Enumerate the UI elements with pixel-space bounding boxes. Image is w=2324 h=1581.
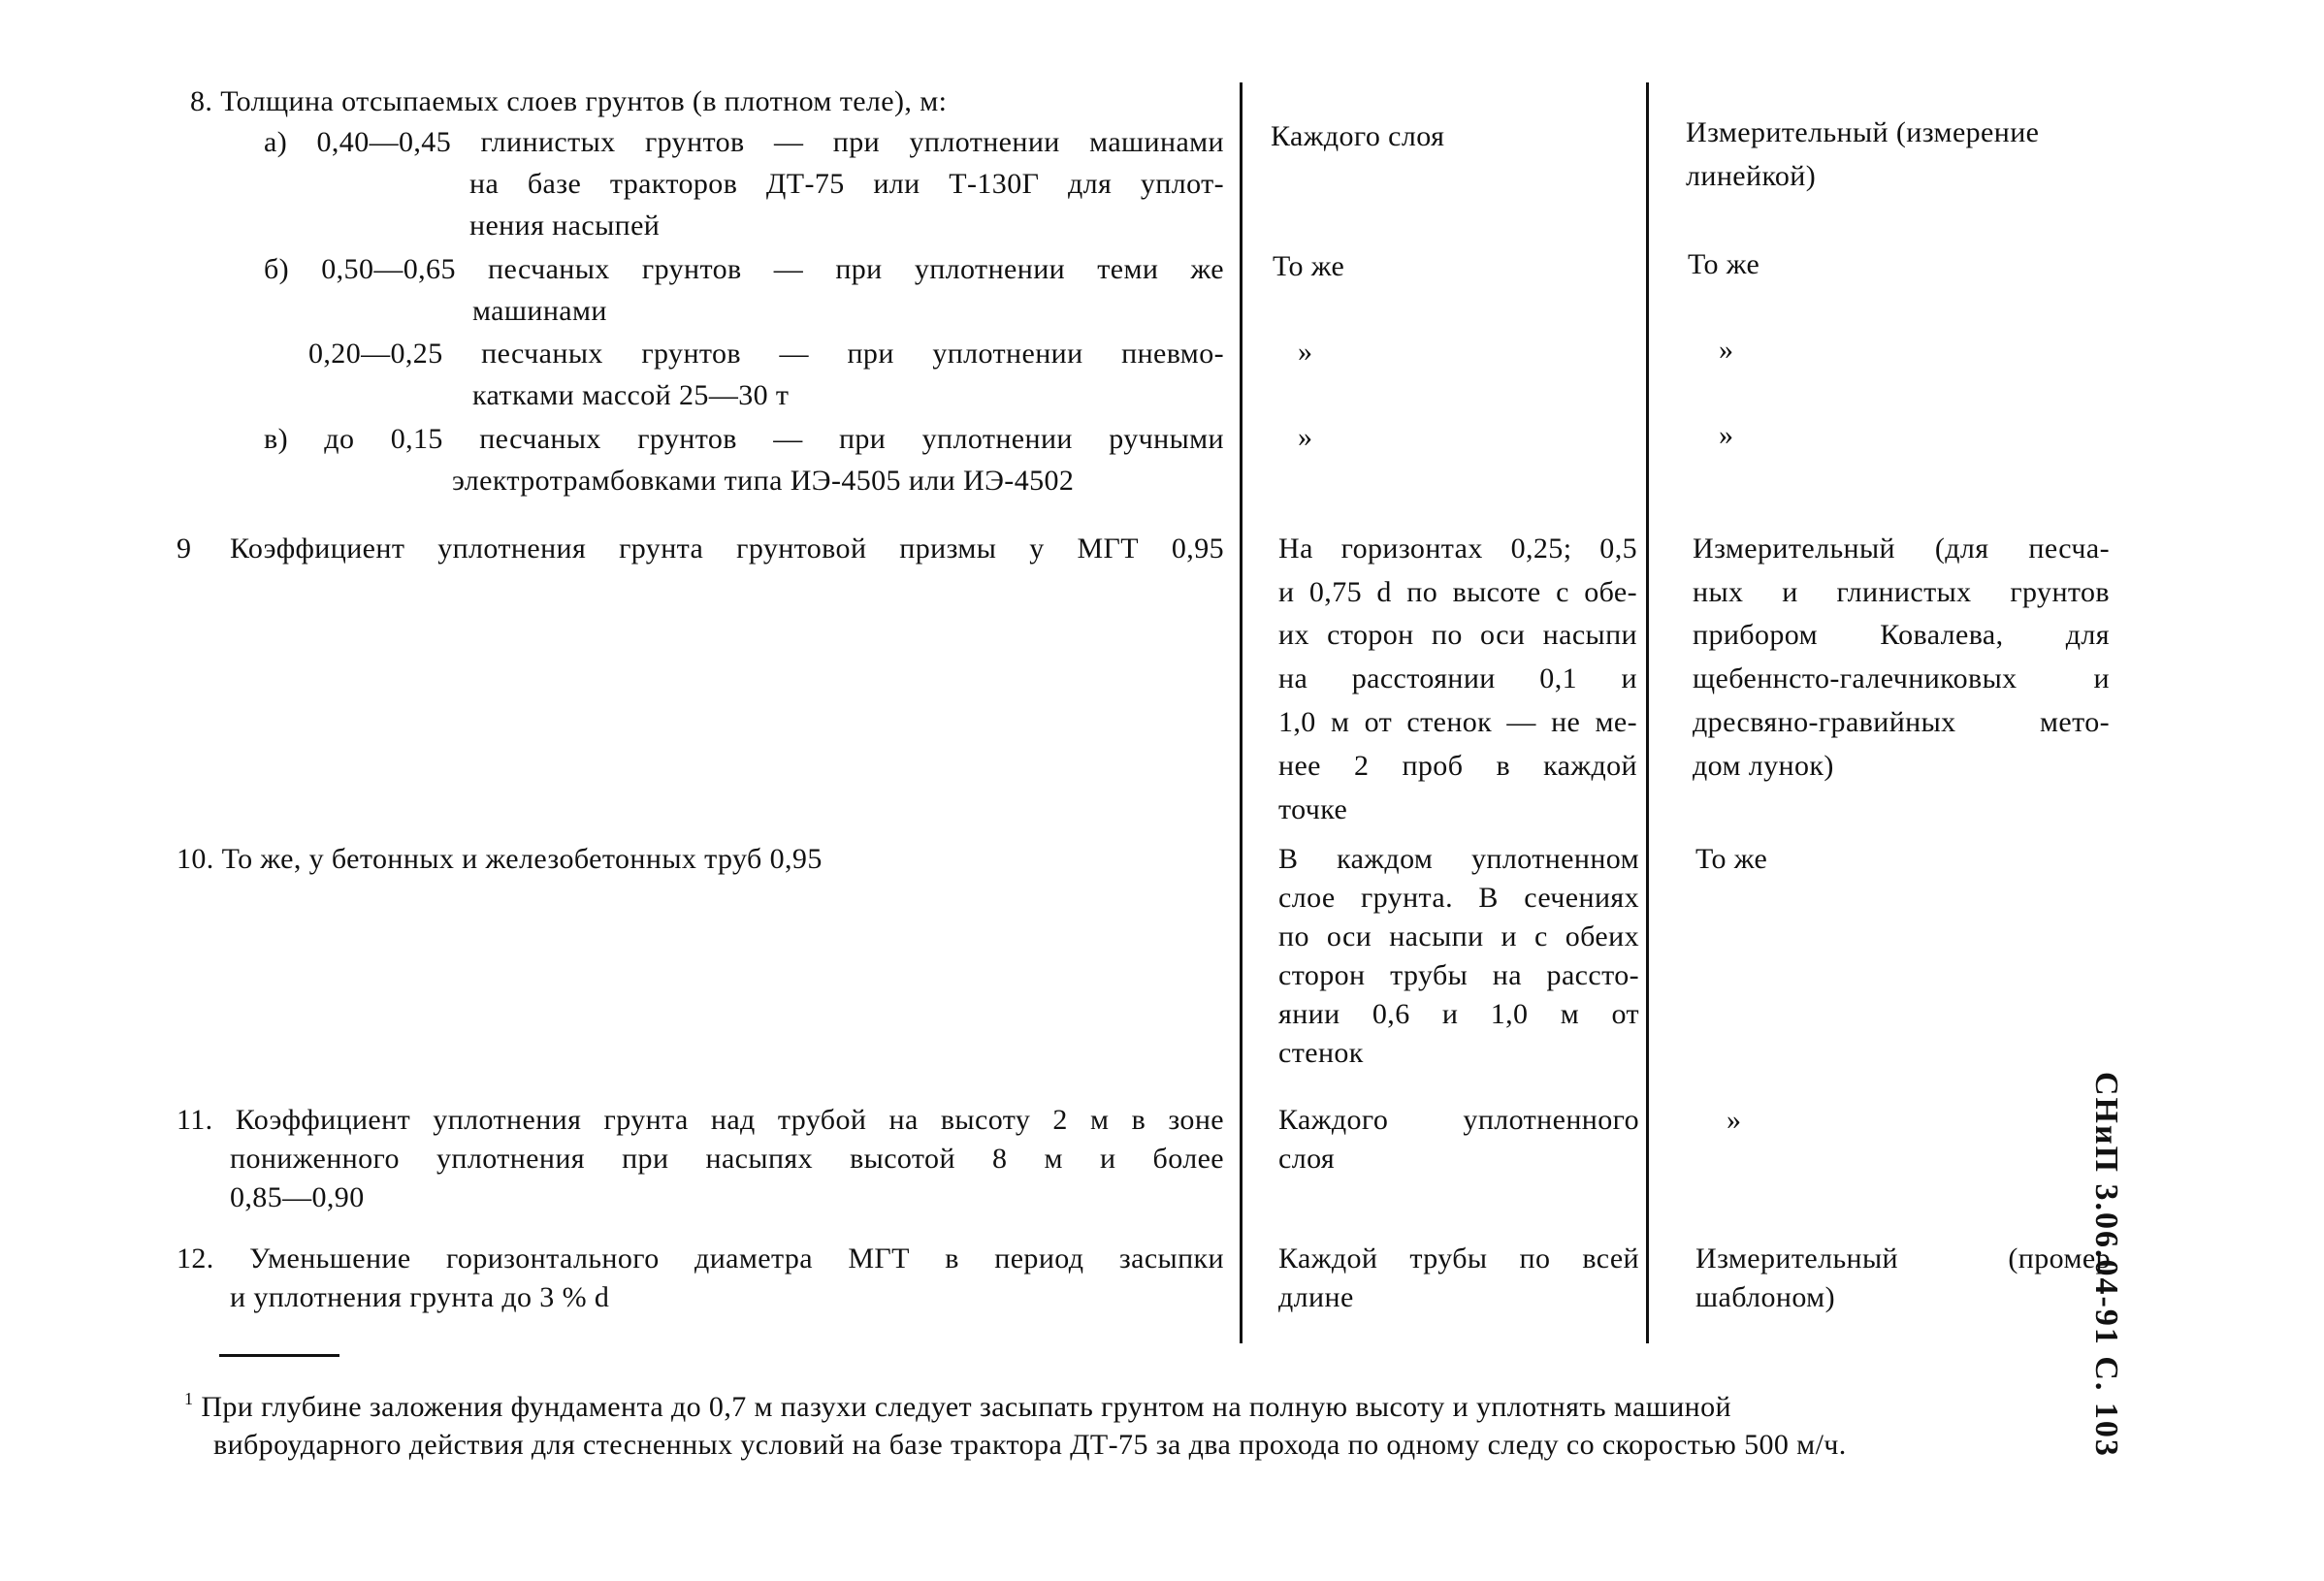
- row9-method-line2: ных и глинистых грунтов: [1693, 576, 2110, 608]
- row10-scope-line1: В каждом уплотненном: [1278, 843, 1639, 875]
- row9-scope-line3: их сторон по оси насыпи: [1278, 619, 1637, 651]
- footnote-rule: [219, 1354, 339, 1357]
- row10-scope-line6: стенок: [1278, 1037, 1364, 1069]
- row11-scope-line2: слоя: [1278, 1143, 1336, 1175]
- row8-method-c-ditto: »: [1719, 419, 1734, 451]
- row12-scope-line1: Каждой трубы по всей: [1278, 1242, 1639, 1274]
- row12-text-line1: 12. Уменьшение горизонтального диаметра МГТ в период засыпки: [177, 1242, 1224, 1274]
- row9-method-line5: дресвяно-гравийных мето-: [1693, 706, 2110, 738]
- row8-scope-b: То же: [1273, 250, 1345, 282]
- row9-number: 9: [177, 532, 192, 565]
- row8-b-line1: б) 0,50—0,65 песчаных грунтов — при уплотнении теми же: [264, 253, 1224, 285]
- footnote-text-line1: При глубине заложения фундамента до 0,7 м пазухи следует засыпать грунтом на полную высоту и уплотнять машиной: [201, 1391, 1731, 1423]
- column-rule-1: [1240, 82, 1243, 1343]
- row8-method-b2-ditto: »: [1719, 334, 1734, 366]
- row8-a-line2: на базе тракторов ДТ-75 или Т-130Г для уплот-: [469, 168, 1224, 200]
- row8-scope-c-ditto: »: [1298, 421, 1313, 453]
- row9-method-line1: Измерительный (для песча-: [1693, 532, 2110, 565]
- row10-scope-line3: по оси насыпи и с обеих: [1278, 920, 1639, 952]
- row12-scope-line2: длине: [1278, 1281, 1354, 1313]
- row9-scope-line5: 1,0 м от стенок — не ме-: [1278, 706, 1637, 738]
- row8-c-line1: в) до 0,15 песчаных грунтов — при уплотнении ручными: [264, 423, 1224, 455]
- row9-method-line4: щебеннсто-галечниковых и: [1693, 662, 2110, 694]
- row8-scope-a: Каждого слоя: [1271, 120, 1445, 152]
- row11-text-line3: 0,85—0,90: [230, 1181, 365, 1213]
- row11-scope-line1: Каждого уплотненного: [1278, 1104, 1639, 1136]
- row10-method: То же: [1695, 843, 1768, 875]
- row10-scope-line5: янии 0,6 и 1,0 м от: [1278, 998, 1639, 1030]
- row8-method-a-line1: Измерительный (измерение: [1686, 116, 2040, 148]
- row10-scope-line2: слое грунта. В сечениях: [1278, 882, 1639, 914]
- side-running-head: СНиП 3.06.04-91 С. 103: [2088, 1072, 2124, 1458]
- row9-scope-line2: и 0,75 d по высоте с обе-: [1278, 576, 1637, 608]
- row8-c-line2: электротрамбовками типа ИЭ-4505 или ИЭ-4502: [452, 465, 1075, 497]
- row8-heading: 8. Толщина отсыпаемых слоев грунтов (в плотном теле), м:: [190, 85, 948, 117]
- row8-a-line1: а) 0,40—0,45 глинистых грунтов — при уплотнении машинами: [264, 126, 1224, 158]
- row9-scope-line4: на расстоянии 0,1 и: [1278, 662, 1637, 694]
- row9-text: Коэффициент уплотнения грунта грунтовой призмы у МГТ 0,95: [230, 532, 1224, 565]
- footnote-line2: виброударного действия для стесненных условий на базе трактора ДТ-75 за два прохода по одному следу со скоростью 500 м/ч.: [213, 1429, 1847, 1461]
- row9-scope-line7: точке: [1278, 793, 1348, 825]
- row9-scope-line6: нее 2 проб в каждой: [1278, 750, 1637, 782]
- row8-a-line3: нения насыпей: [469, 210, 661, 242]
- row8-scope-b2-ditto: »: [1298, 336, 1313, 368]
- row11-method-ditto: »: [1727, 1104, 1742, 1136]
- row9-method-line3: прибором Ковалева, для: [1693, 619, 2110, 651]
- footnote-mark: 1: [184, 1389, 194, 1408]
- row8-b-line2: машинами: [472, 295, 607, 327]
- row8-b-line3: 0,20—0,25 песчаных грунтов — при уплотнении пневмо-: [308, 338, 1224, 370]
- row12-method-line1: Измерительный (промер: [1695, 1242, 2111, 1274]
- row9-scope-line1: На горизонтах 0,25; 0,5: [1278, 532, 1637, 565]
- row8-method-a-line2: линейкой): [1686, 160, 1817, 192]
- column-rule-2: [1646, 82, 1649, 1343]
- row8-b-line4: катками массой 25—30 т: [472, 379, 790, 411]
- row11-text-line2: пониженного уплотнения при насыпях высотой 8 м и более: [230, 1143, 1224, 1175]
- row10-scope-line4: сторон трубы на рассто-: [1278, 959, 1639, 991]
- row9-method-line6: дом лунок): [1693, 750, 1834, 782]
- row12-text-line2: и уплотнения грунта до 3 % d: [230, 1281, 610, 1313]
- row10-text: 10. То же, у бетонных и железобетонных труб 0,95: [177, 843, 823, 875]
- row8-method-b: То же: [1688, 248, 1760, 280]
- row12-method-line2: шаблоном): [1695, 1281, 1835, 1313]
- row11-text-line1: 11. Коэффициент уплотнения грунта над трубой на высоту 2 м в зоне: [177, 1104, 1224, 1136]
